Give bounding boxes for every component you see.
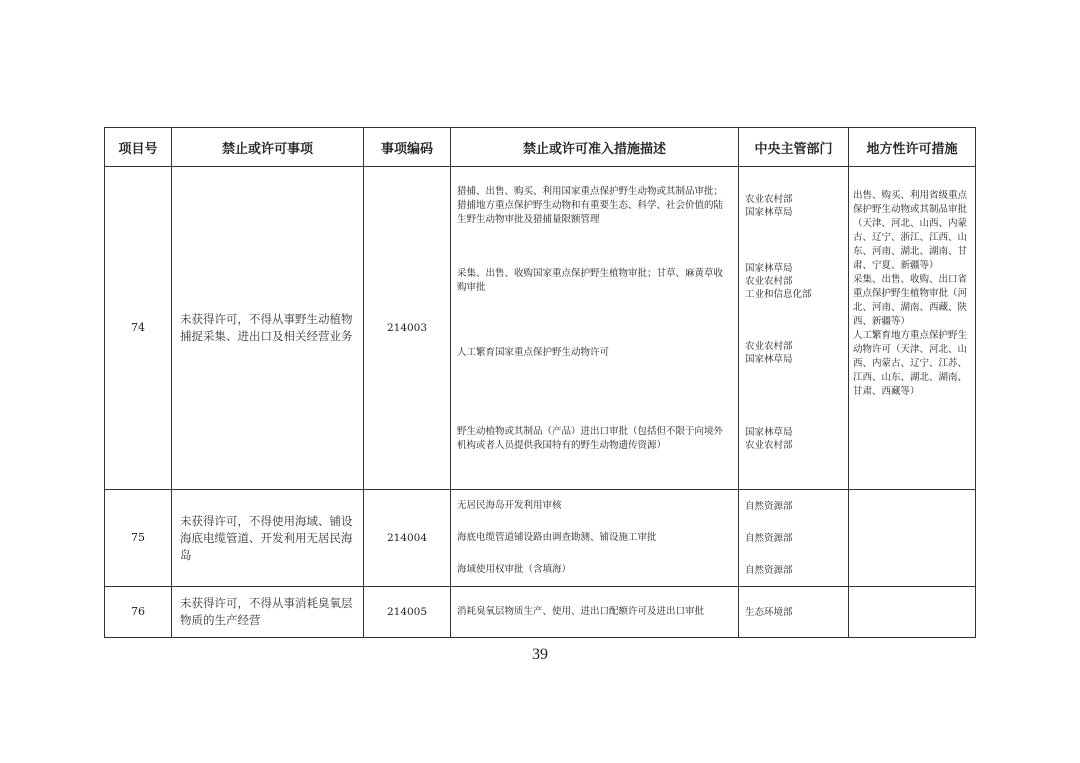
measure-description-cell [451,490,739,587]
local-measures-cell [849,587,976,638]
central-department: 自然资源部 [745,500,793,512]
measure-description: 猎捕、出售、购买、利用国家重点保护野生动物或其制品审批；猎捕地方重点保护野生动物和有重要生态、科学、社会价值的陆生野生动物审批及猎捕量限额管理 [457,186,724,225]
item-text: 未获得许可，不得从事消耗臭氧层物质的生产经营 [172,587,364,638]
header-row [105,128,976,167]
header-code: 事项编码 [364,128,451,167]
central-department: 国家林草局 农业农村部 工业和信息化部 [745,262,812,300]
item-code: 214003 [364,167,451,490]
project-no: 75 [105,490,172,587]
item-text: 未获得许可，不得使用海域、铺设海底电缆管道、开发利用无居民海岛 [172,490,364,587]
item-code: 214005 [364,587,451,638]
item-code: 214004 [364,490,451,587]
table-row [105,167,976,490]
measure-description: 野生动植物或其制品（产品）进出口审批（包括但不限于向境外机构或者人员提供我国特有的野生动物遗传资源） [457,426,724,451]
local-measures [853,587,971,609]
item-text: 未获得许可，不得从事野生动植物捕捉采集、进出口及相关经营业务 [172,167,364,490]
central-department-cell [739,167,849,490]
measure-description: 消耗臭氧层物质生产、使用、进出口配额许可及进出口审批 [457,606,705,617]
project-no: 76 [105,587,172,638]
central-department: 生态环境部 [745,606,793,618]
measure-description: 无居民海岛开发利用审核 [457,500,562,511]
local-measures: 出售、购买、利用省级重点保护野生动物或其制品审批（天津、河北、山西、内蒙古、辽宁、浙江、江西、山东、河南、湖北、湖南、甘肃、宁夏、新疆等） 采集、出售、收购、出口省重点保护野生植物审批（河北、河南、湖南、西藏、陕西、新疆等） 人工繁育地方重点保护野生动物许可（天津、河北、山西、内蒙古、辽宁、江苏、江西、山东、湖北、湖南、甘肃、西藏等） [853,190,968,397]
measure-description: 采集、出售、收购国家重点保护野生植物审批；甘草、麻黄草收购审批 [457,268,724,293]
header-central-department: 中央主管部门 [739,128,849,167]
central-department: 自然资源部 [745,564,793,576]
central-department: 自然资源部 [745,532,793,544]
project-no: 74 [105,167,172,490]
measure-description: 海底电缆管道铺设路由调查勘测、铺设施工审批 [457,532,657,543]
central-department: 国家林草局 农业农村部 [745,427,793,451]
table-row [105,587,976,638]
measure-description: 人工繁育国家重点保护野生动物许可 [457,347,610,358]
central-department: 农业农村部 国家林草局 [745,194,793,218]
header-project-no: 项目号 [105,128,172,167]
local-measures-cell [849,490,976,587]
table-row [105,490,976,587]
central-department-cell [739,587,849,638]
measure-description: 海域使用权审批（含填海） [457,564,572,575]
central-department-cell [739,490,849,587]
header-item: 禁止或许可事项 [172,128,364,167]
measure-description-cell [451,587,739,638]
header-local-measures: 地方性许可措施 [849,128,976,167]
local-measures-cell [849,167,976,490]
measure-description-cell [451,167,739,490]
header-measure-description: 禁止或许可准入措施描述 [451,128,739,167]
central-department: 农业农村部 国家林草局 [745,341,793,365]
local-measures [853,490,971,512]
page-number: 39 [532,646,548,663]
regulation-table [104,127,976,638]
